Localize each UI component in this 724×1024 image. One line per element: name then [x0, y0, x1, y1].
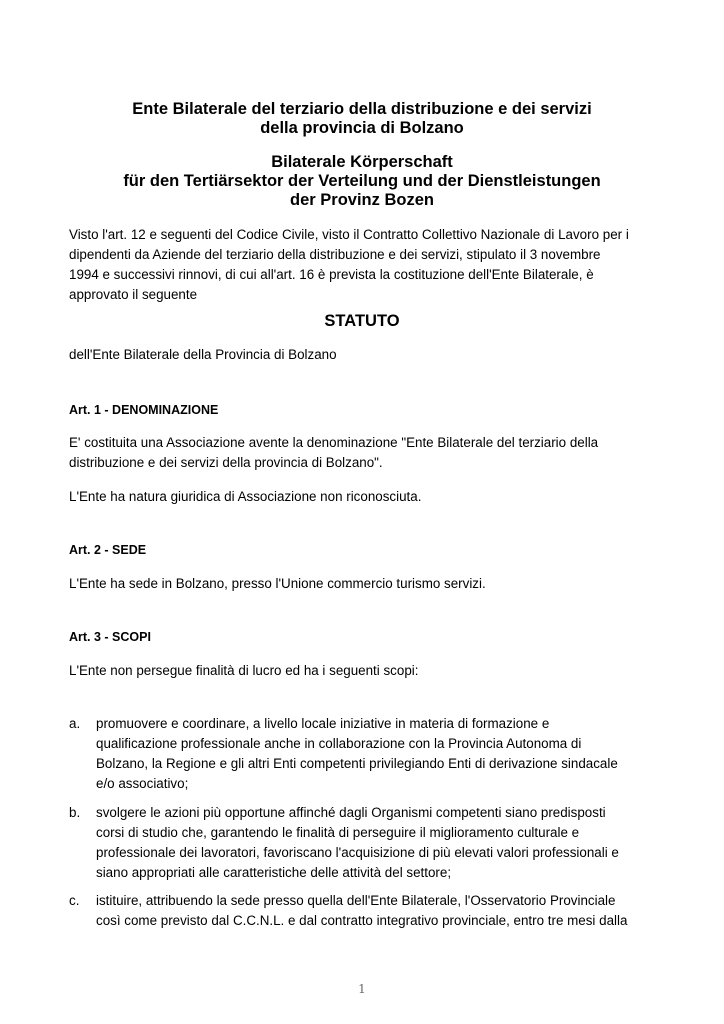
title-italian-line-1: Ente Bilaterale del terziario della distribuzione e dei servizi	[132, 100, 592, 118]
intro-line-2: dipendenti da Aziende del terziario della distribuzione e dei servizi, stipulato il 3 novembre	[69, 247, 601, 262]
list-item-marker: b.	[69, 805, 81, 820]
art-3-heading: Art. 3 - SCOPI	[69, 630, 151, 644]
title-german	[0, 153, 724, 210]
art-1-paragraph-2	[69, 487, 669, 507]
list-item-line: siano appropriati alle caratteristiche delle attività del settore;	[96, 865, 452, 880]
list-item-line: istituire, attribuendo la sede presso quella dell'Ente Bilaterale, l'Osservatorio Provinciale	[96, 893, 616, 908]
list-item-marker: c.	[69, 893, 80, 908]
art-3-paragraph-1	[69, 661, 669, 681]
art-2-heading: Art. 2 - SEDE	[69, 543, 147, 557]
list-item-line: corsi di studio che, garantendo le finalità di perseguire il miglioramento culturale e	[96, 825, 580, 840]
art-1-paragraph-1	[69, 433, 669, 473]
list-item-line: professionale dei lavoratori, favoriscano l'acquisizione di più elevati valori professionali e	[96, 845, 619, 860]
list-item-line: Bolzano, la Regione e gli altri Enti competenti privilegiando Enti di derivazione sindacale	[96, 756, 618, 771]
list-item-line: e/o associativo;	[96, 776, 189, 791]
list-item-body	[96, 803, 619, 883]
list-item-line: così come previsto dal C.C.N.L. e dal contratto integrativo provinciale, entro tre mesi dalla	[96, 913, 628, 928]
statuto-heading: STATUTO	[324, 312, 400, 330]
intro-line-1: Visto l'art. 12 e seguenti del Codice Civile, visto il Contratto Collettivo Nazionale di Lavoro per i	[69, 227, 629, 242]
art-1-p1-line-2: distribuzione e dei servizi della provincia di Bolzano".	[69, 455, 383, 470]
art-1-p2-line-1: L'Ente ha natura giuridica di Associazione non riconosciuta.	[69, 489, 422, 504]
intro-paragraph	[69, 225, 669, 305]
art-1-p1-line-1: E' costituita una Associazione avente la denominazione "Ente Bilaterale del terziario della	[69, 435, 599, 450]
title-italian	[0, 100, 724, 138]
list-item-line: promuovere e coordinare, a livello locale iniziative in materia di formazione e	[96, 716, 550, 731]
intro-line-4: approvato il seguente	[69, 287, 198, 302]
art-2-p1-line-1: L'Ente ha sede in Bolzano, presso l'Unione commercio turismo servizi.	[69, 576, 486, 591]
list-item-line: svolgere le azioni più opportune affinché dagli Organismi competenti siano predisposti	[96, 805, 606, 820]
title-italian-line-2: della provincia di Bolzano	[260, 119, 464, 137]
title-german-line-2: für den Tertiärsektor der Verteilung und der Dienstleistungen	[123, 172, 601, 190]
art-2-paragraph-1	[69, 574, 669, 594]
list-item-marker: a.	[69, 716, 81, 731]
intro-line-3: 1994 e successivi rinnovi, di cui all'art. 16 è prevista la costituzione dell'Ente Bilaterale, è	[69, 267, 594, 282]
list-item-line: qualificazione professionale anche in collaborazione con la Provincia Autonoma di	[96, 736, 582, 751]
art-1-heading: Art. 1 - DENOMINAZIONE	[69, 403, 219, 417]
title-german-line-3: der Provinz Bozen	[290, 191, 434, 209]
list-item-body	[96, 714, 618, 794]
statuto-subtitle	[69, 345, 669, 365]
page-number: 1	[358, 982, 366, 996]
statuto-subtitle-text: dell'Ente Bilaterale della Provincia di Bolzano	[69, 347, 337, 362]
list-item-body	[96, 891, 627, 931]
title-german-line-1: Bilaterale Körperschaft	[271, 153, 453, 171]
art-3-p1-line-1: L'Ente non persegue finalità di lucro ed ha i seguenti scopi:	[69, 663, 419, 678]
